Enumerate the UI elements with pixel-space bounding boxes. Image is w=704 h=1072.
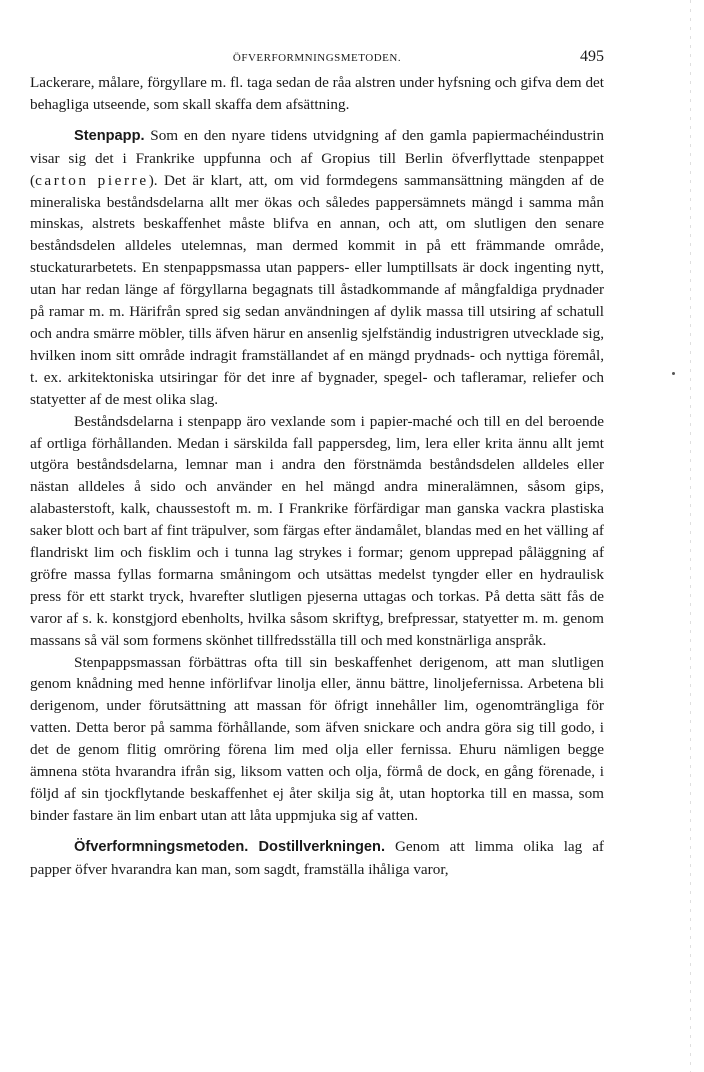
page [30, 48, 604, 881]
paragraph-text: ). Det är klart, att, om vid formdegens sammansättning mängden af de mineraliska beståndsdelarna allt mer ökas och således pappersämnets mängd i samma mån minskas, alstrets beskaffenhet måste blifva en annan, och att, om slutligen den senare beståndsdelen alldeles utelemnas, man dermed kommit in på ett främmande område, stuckaturarbetets. En stenpappsmassa utan pappers- eller lumptillsats är dock ingenting nytt, utan har redan länge af förgyllarna begagnats till åstadkommande af mångfaldiga prydnader på ramar m. m. Härifrån spred sig sedan användningen af dylik massa till utsiring af schatull och andra smärre möbler, tills äfven härur en ansenlig sjelfständig industrigren utvecklade sig, hvilken inom sitt område indragit framställandet af en mängd prydnads- och nyttiga föremål, t. ex. arkitektoniska utsiringar för det inre af bygnader, spegel- och tafleramar, reliefer och statyetter af de mest olika slag. [30, 171, 604, 408]
paragraph-stenpappsmassan: Stenpappsmassan förbättras ofta till sin beskaffenhet derigenom, att man slutligen genom knådning med henne införlifvar linolja eller, ännu bättre, linoljefernissa. Arbetena bli derigenom, under förutsättning att massan för öfrigt innehåller lim, ogenomträngliga för vatten. Detta beror på samma förhållande, som äfven snickare och andra göra sig till godo, i det de genom flitig omröring förena lim med olja eller fernissa. Ehuru nämligen begge ämnena stöta hvarandra ifrån sig, liksom vatten och olja, förmå de dock, en gång förenade, i följd af sin tjockflytande beskaffenhet ej åter skilja sig åt, utan hoptorka till en massa, som binder fastare än lim enbart utan att låta uppmjuka sig af vatten. [30, 653, 604, 824]
section-heading-stenpapp: Stenpapp. [74, 127, 145, 144]
paragraph-stenpapp [30, 125, 604, 411]
running-title: ÖFVERFORMNINGSMETODEN. [232, 52, 402, 64]
paragraph-bestandsdelar: Beståndsdelarna i stenpapp äro vexlande som i papier-maché och till en del beroende af ortliga förhållanden. Medan i särskilda fall pappersdeg, lim, lera eller krita ännu allt jemt utgöra beståndsdelarna, lemnar man i andra den förstnämda beståndsdelen alldeles eller nästan alldeles å sido och använder en hel mängd andra mineralämnen, såsom gips, alabasterstoft, kalk, chaussestoft m. m. I Frankrike förfärdigar man ganska vackra plastiska saker blott och bart af fint träpulver, som färgas efter ändamålet, blandas med en het välling af flandriskt lim och fisklim och i tunna lag strykes i formar; genom upprepad påläggning af gröfre massa fyllas formarna småningom och utsättas medelst tyngder eller en hydraulisk press för ett starkt tryck, hvarefter slutligen pjeserna uttagas och torkas. På detta sätt fås de varor af s. k. konstgjord ebenholts, hvilka såsom skriftyg, brefpressar, statyetter m. m. genom massans så väl som formens skönhet tillfredsställa till och med konstnärliga anspråk. [30, 412, 604, 649]
paragraph-text: Genom att limma olika lag af papper öfver hvarandra kan man, som sagdt, framställa ihåliga varor, [30, 837, 604, 878]
paragraph-text: Som en den nyare tidens utvidgning af den gamla papiermachéindustrin visar sig det i Frankrike uppfunna och af Gropius till Berlin öfverflyttade stenpappet ( [30, 126, 604, 189]
running-head [30, 48, 604, 72]
margin-mark [672, 372, 675, 375]
page-number: 495 [580, 48, 604, 65]
margin-dotted-rule [690, 0, 691, 1072]
emphasized-term: carton pierre [35, 171, 149, 189]
paragraph-intro: Lackerare, målare, förgyllare m. fl. taga sedan de råa alstren under hyfsning och gifva dem det behagliga utseende, som skall skaffa dem afsättning. [30, 74, 604, 113]
paragraph-ofverformning [30, 836, 604, 881]
section-heading-ofverformning: Öfverformningsmetoden. Dostillverkningen. [74, 838, 386, 855]
